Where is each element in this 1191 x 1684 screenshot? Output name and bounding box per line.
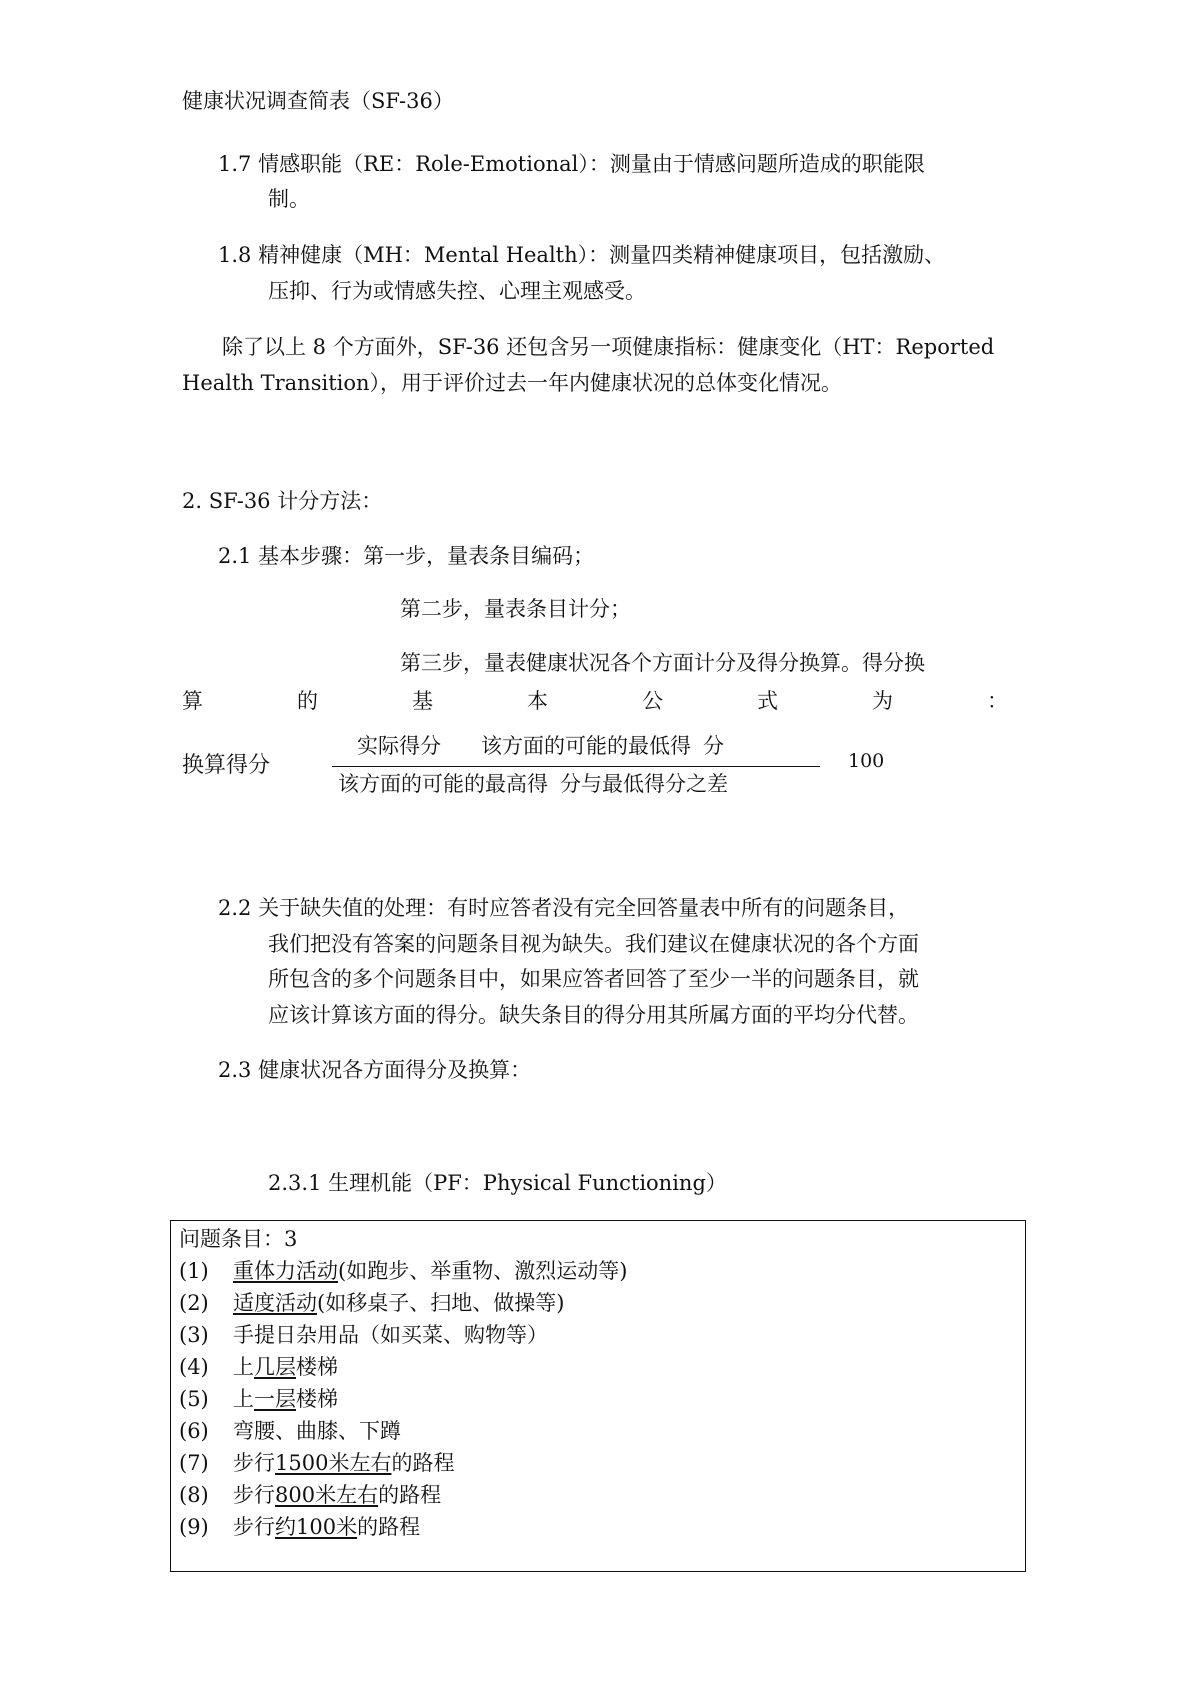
section-2-title: 2. SF-36 计分方法： [182, 489, 383, 513]
list-item: (2) 适度活动(如移桌子、扫地、做操等) [179, 1291, 565, 1315]
list-item: (9) 步行约100米的路程 [179, 1515, 421, 1539]
justified-char: ： [987, 689, 1008, 713]
justified-char: 基 [412, 689, 433, 713]
score-conversion-formula [182, 730, 942, 800]
section-2-1-step2: 第二步，量表条目计分； [400, 597, 631, 621]
section-2-3-title: 2.3 健康状况各方面得分及换算： [218, 1058, 532, 1082]
section-1-8-line1: 1.8 精神健康（MH：Mental Health）：测量四类精神健康项目，包括激励、 [218, 243, 946, 267]
formula-den-a: 该方面的可能的最高得 [338, 772, 548, 796]
list-item: (5) 上一层楼梯 [179, 1387, 338, 1411]
list-item: (6) 弯腰、曲膝、下蹲 [179, 1419, 401, 1443]
formula-lhs: 换算得分 [182, 753, 271, 778]
question-items-box [170, 1220, 1026, 1572]
paragraph-line2: Health Transition），用于评价过去一年内健康状况的总体变化情况。 [182, 371, 843, 395]
formula-numerator [357, 730, 724, 760]
section-2-2-line3: 所包含的多个问题条目中，如果应答者回答了至少一半的问题条目，就 [268, 967, 919, 991]
section-1-8-line2: 压抑、行为或情感失控、心理主观感受。 [268, 279, 646, 303]
section-2-2-line4: 应该计算该方面的得分。缺失条目的得分用其所属方面的平均分代替。 [268, 1003, 919, 1027]
list-item: (7) 步行1500米左右的路程 [179, 1451, 455, 1475]
section-1-7-line2: 制。 [268, 187, 310, 211]
paragraph-line1: 除了以上 8 个方面外，SF-36 还包含另一项健康指标：健康变化（HT：Reported [222, 335, 995, 359]
formula-denominator [338, 768, 728, 798]
list-item: (1) 重体力活动(如跑步、举重物、激烈运动等) [179, 1259, 628, 1283]
formula-num-a: 实际得分 [357, 734, 441, 758]
section-1-7-line1: 1.7 情感职能（RE：Role-Emotional）：测量由于情感问题所造成的职能限 [218, 152, 925, 176]
document-header: 健康状况调查简表（SF-36） [182, 89, 454, 113]
justified-char: 式 [757, 689, 778, 713]
justified-char: 的 [297, 689, 318, 713]
justified-char: 算 [182, 689, 203, 713]
box-header: 问题条目：3 [179, 1227, 298, 1251]
section-2-1-justified-line [182, 684, 1008, 718]
section-2-1-step1: 2.1 基本步骤：第一步，量表条目编码； [218, 544, 595, 568]
section-2-1-step3: 第三步，量表健康状况各个方面计分及得分换算。得分换 [400, 651, 925, 675]
justified-char: 本 [527, 689, 548, 713]
section-2-2-line2: 我们把没有答案的问题条目视为缺失。我们建议在健康状况的各个方面 [268, 932, 919, 956]
formula-num-c: 分 [703, 734, 724, 758]
list-item: (8) 步行800米左右的路程 [179, 1483, 442, 1507]
formula-num-b: 该方面的可能的最低得 [481, 734, 691, 758]
fraction-bar [332, 766, 820, 767]
formula-multiplier: 100 [848, 750, 885, 772]
list-item: (4) 上几层楼梯 [179, 1355, 338, 1379]
section-2-3-1-title: 2.3.1 生理机能（PF：Physical Functioning） [268, 1171, 727, 1195]
justified-char: 公 [642, 689, 663, 713]
justified-char: 为 [872, 689, 893, 713]
section-2-2-line1: 2.2 关于缺失值的处理：有时应答者没有完全回答量表中所有的问题条目， [218, 896, 910, 920]
list-item: (3) 手提日杂用品（如买菜、购物等） [179, 1323, 548, 1347]
formula-den-b: 分与最低得分之差 [560, 772, 728, 796]
